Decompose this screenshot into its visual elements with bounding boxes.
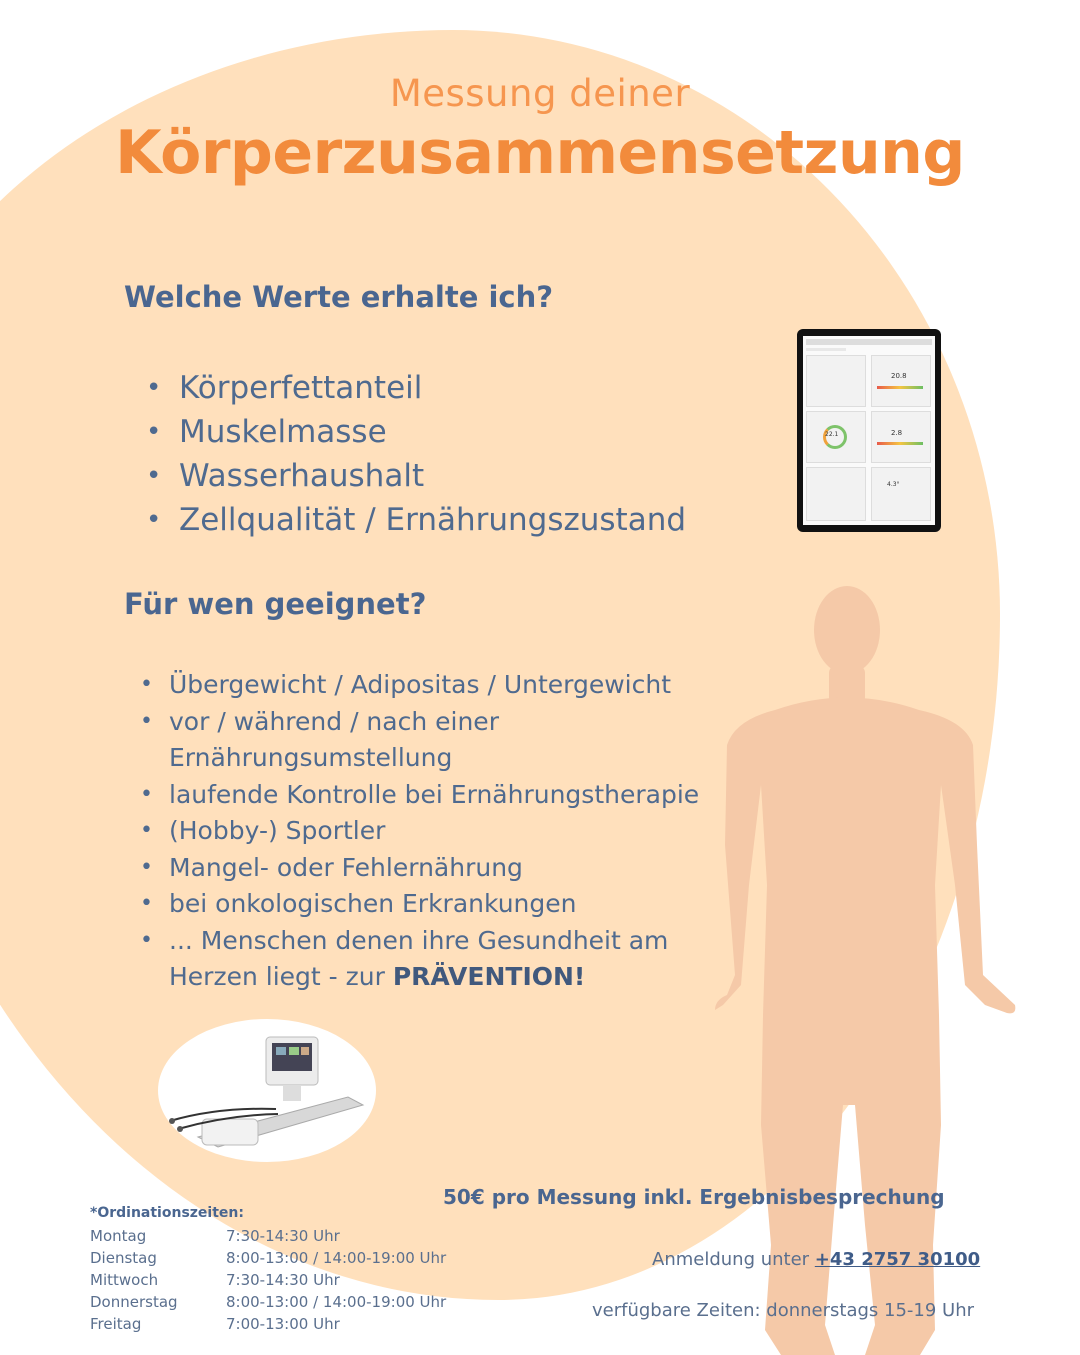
list-item: • Körperfettanteil	[146, 366, 686, 410]
list-item: • Übergewicht / Adipositas / Untergewicht	[140, 667, 750, 704]
device-image-frame	[158, 1019, 376, 1162]
tablet-screen	[803, 336, 935, 525]
registration-prefix: Anmeldung unter	[652, 1249, 815, 1270]
page-title: Körperzusammensetzung	[115, 118, 965, 188]
prevention-emphasis: PRÄVENTION!	[392, 962, 586, 991]
hours-row	[90, 1291, 446, 1313]
values-heading: Welche Werte erhalte ich?	[124, 280, 554, 314]
hours-day: Montag	[90, 1227, 147, 1245]
hours-time: 8:00-13:00 / 14:00-19:00 Uhr	[226, 1293, 447, 1311]
target-heading: Für wen geeignet?	[124, 587, 427, 621]
list-item: • Mangel- oder Fehlernährung	[140, 850, 750, 887]
hours-row	[90, 1247, 446, 1269]
hours-time: 7:30-14:30 Uhr	[226, 1227, 340, 1245]
hours-table	[90, 1225, 446, 1335]
hours-row	[90, 1269, 446, 1291]
list-item: • Wasserhaushalt	[146, 454, 686, 498]
tablet-image	[797, 329, 941, 532]
list-item: • (Hobby-) Sportler	[140, 813, 750, 850]
list-item: • vor / während / nach einer Ernährungsumstellung	[140, 704, 750, 777]
list-item: • Zellqualität / Ernährungszustand	[146, 498, 686, 542]
registration-text	[652, 1249, 980, 1270]
bia-device-image	[158, 1019, 376, 1162]
hours-row	[90, 1313, 446, 1335]
hours-day: Mittwoch	[90, 1271, 159, 1289]
water-value: 2.8	[891, 429, 903, 437]
hours-row	[90, 1225, 446, 1247]
hours-time: 8:00-13:00 / 14:00-19:00 Uhr	[226, 1249, 447, 1267]
available-times: verfügbare Zeiten: donnerstags 15-19 Uhr	[592, 1300, 975, 1321]
hours-time: 7:30-14:30 Uhr	[226, 1271, 340, 1289]
muscle-value: 22.1	[825, 431, 839, 438]
values-list	[146, 366, 686, 542]
list-item: • laufende Kontrolle bei Ernährungstherapie	[140, 777, 750, 814]
list-item-text: ... Menschen denen ihre Gesundheit am Herzen liegt - zur	[169, 925, 669, 991]
subtitle: Messung deiner	[389, 72, 691, 115]
target-list	[140, 667, 750, 996]
body-silhouette	[715, 585, 1025, 1355]
price-text: 50€ pro Messung inkl. Ergebnisbesprechung	[443, 1185, 945, 1209]
hours-title: *Ordinationszeiten:	[90, 1205, 244, 1221]
list-item	[140, 923, 750, 996]
hours-day: Donnerstag	[90, 1293, 178, 1311]
list-item: • bei onkologischen Erkrankungen	[140, 886, 750, 923]
fat-value: 20.8	[891, 372, 907, 380]
phase-value: 4.3°	[887, 481, 900, 488]
hours-day: Freitag	[90, 1315, 142, 1333]
phone-link[interactable]: +43 2757 30100	[814, 1249, 981, 1270]
hours-time: 7:00-13:00 Uhr	[226, 1315, 340, 1333]
list-item: • Muskelmasse	[146, 410, 686, 454]
hours-day: Dienstag	[90, 1249, 157, 1267]
